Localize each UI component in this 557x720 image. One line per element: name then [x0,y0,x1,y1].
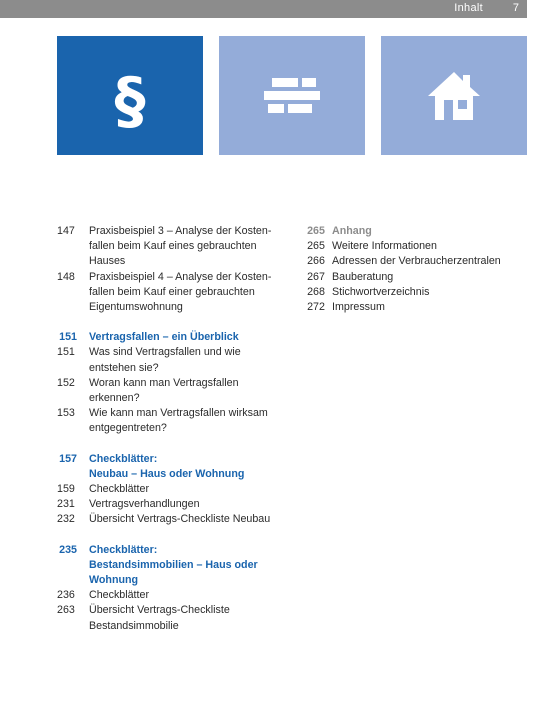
toc-page-number: 148 [57,270,75,283]
toc-entry-title [89,588,285,603]
toc-page-number: 265 [307,225,325,237]
toc-page-number: 152 [57,376,75,389]
paragraph-icon [57,36,203,155]
toc-entry [298,300,538,315]
toc-entry-line: Übersicht Vertrags-Checkliste [89,604,230,617]
toc-entry-line: Praxisbeispiel 3 – Analyse der Kosten- [89,225,272,237]
toc-section-heading [55,330,285,345]
toc-entry [55,588,285,603]
page-number: 7 [512,2,519,14]
toc-entry [298,270,538,285]
toc-entry [55,482,285,497]
toc-page-number: 151 [59,331,77,344]
toc-entry [55,270,285,316]
toc-entry-title [332,285,538,300]
toc-entry-line: Anhang [332,225,372,237]
toc-page-number: 232 [57,513,75,526]
toc-entry-title [332,239,538,254]
bricks-icon [219,36,365,155]
toc-page-number: 153 [57,407,75,420]
header-label: Inhalt [454,2,483,14]
toc-entry-line: Wohnung [89,574,139,587]
tile-house [381,36,527,155]
toc-entry-line: Wie kann man Vertragsfallen wirksam [89,407,268,420]
toc-entry-line: Vertragsverhandlungen [89,498,200,511]
toc-entry-title [332,254,538,269]
toc-page-number: 272 [307,301,325,314]
tile-paragraph [57,36,203,155]
toc-entry-line: Hauses [89,255,126,268]
toc-entry-line: Vertragsfallen – ein Überblick [89,331,239,344]
toc-entry [55,603,285,633]
toc-page-number: 265 [307,240,325,253]
toc-page-number: 151 [57,346,75,359]
toc-page-number: 157 [59,452,77,465]
toc-entry-title [89,497,285,512]
toc-entry [298,285,538,300]
toc-entry-line: Bestandsimmobilien – Haus oder [89,558,258,571]
toc-entry-line: Was sind Vertragsfallen und wie [89,346,241,359]
toc-entry-title [89,345,285,375]
toc-entry-line: fallen beim Kauf eines gebrauchten [89,240,257,253]
toc-entry-line: entgegentreten? [89,422,167,435]
toc-section-heading [55,543,285,589]
toc-entry-title [89,270,285,316]
toc-entry-title [89,482,285,497]
toc-entry-line: Weitere Informationen [332,240,437,253]
toc-entry-line: Bestandsimmobilie [89,619,179,632]
house-icon [381,36,527,155]
toc-page-number: 147 [57,225,75,237]
toc-entry-title [89,512,285,527]
toc-page-number: 159 [57,483,75,496]
toc-entry-line: Adressen der Verbraucherzentralen [332,255,501,268]
toc-entry-line: Checkblätter: [89,543,158,556]
toc-entry [55,512,285,527]
toc-entry-title [332,270,538,285]
toc-left-column [55,224,285,634]
toc-entry-title [332,224,538,239]
toc-section-heading [298,224,538,239]
toc-entry-line: Bauberatung [332,270,394,283]
toc-entry-line: fallen beim Kauf einer gebrauchten [89,285,255,298]
toc-page-number: 236 [57,589,75,602]
toc-entry-line: Übersicht Vertrags-Checkliste Neubau [89,513,271,526]
toc-entry-line: erkennen? [89,392,140,405]
toc-entry-line: Checkblätter [89,589,149,602]
toc-right-column [298,224,538,315]
toc-entry-title [332,300,538,315]
toc-entry [55,376,285,406]
toc-entry [298,239,538,254]
toc-page-number: 235 [59,543,77,556]
toc-entry-title [89,330,285,345]
toc-entry-line: Checkblätter: [89,452,158,465]
toc-entry-line: Eigentumswohnung [89,301,183,314]
toc-entry [298,254,538,269]
toc-entry [55,497,285,512]
toc-entry-line: Checkblätter [89,483,149,496]
toc-entry-line: Impressum [332,301,385,314]
toc-page-number: 268 [307,285,325,298]
toc-page-number: 266 [307,255,325,268]
tile-bricks [219,36,365,155]
toc-entry-title [89,376,285,406]
toc-entry-line: Stichwortverzeichnis [332,285,430,298]
toc-entry [55,224,285,270]
toc-entry-title [89,603,285,633]
toc-section-heading [55,452,285,482]
toc-entry [55,406,285,436]
toc-entry-line: Neubau – Haus oder Wohnung [89,467,245,480]
toc-entry-title [89,543,285,589]
toc-entry-title [89,406,285,436]
toc-entry-line: Praxisbeispiel 4 – Analyse der Kosten- [89,270,272,283]
svg-text:§: § [114,63,146,136]
toc-entry-line: Woran kann man Vertragsfallen [89,376,239,389]
toc-entry-line: entstehen sie? [89,361,159,374]
toc-page-number: 267 [307,270,325,283]
toc-entry-title [89,452,285,482]
toc-entry-title [89,224,285,270]
toc-entry [55,345,285,375]
header-bar [0,0,527,18]
toc-page-number: 263 [57,604,75,617]
toc-page-number: 231 [57,498,75,511]
